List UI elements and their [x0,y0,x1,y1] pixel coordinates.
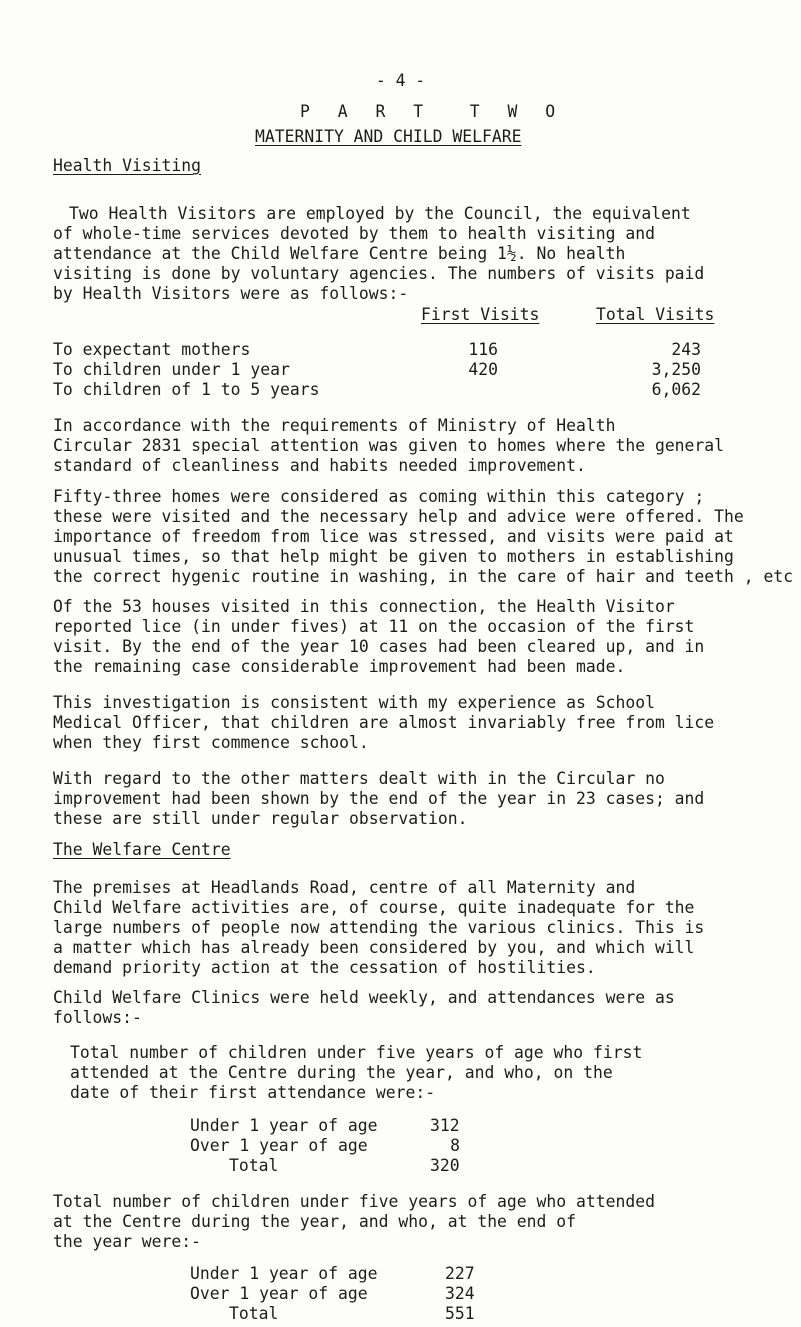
table-row [190,1284,510,1304]
table-row [53,340,753,360]
table-row [190,1304,510,1324]
first-attendance-text [70,1043,790,1103]
health-visiting-intro [53,184,793,304]
row-label: Total [229,1304,279,1323]
row-value: 8 [450,1136,460,1155]
row-label: Total [229,1156,279,1175]
table-row [53,360,753,380]
intro-text: Two Health Visitors are employed by the Council, the equivalent of whole-time services devoted by them to health visiting and attendance at the Child Welfare Centre being 1½. No health visiting is done by voluntary agencies. The numbers of visits paid by Health Visitors were as follows:- [53,204,705,303]
paragraph-investigation [53,693,793,753]
paragraph-text: Total number of children under five years of age who first attended at the Centre during the year, and who, on the date of their first attendance were:- [70,1043,643,1102]
total-visits-header: Total Visits [596,305,715,324]
row-value: 324 [445,1284,475,1303]
row-total: 6,062 [651,380,701,399]
section-title: MATERNITY AND CHILD WELFARE [255,127,522,146]
table-row [190,1264,510,1284]
paragraph-clinics [53,988,793,1028]
paragraph-text: Of the 53 houses visited in this connection, the Health Visitor reported lice (in under fives) at 11 on the occasion of the first visit. By the end of the year 10 cases had been cleared up, and in the remaining case considerable improvement had been made. [53,597,705,676]
row-value: 312 [430,1116,460,1135]
paragraph-text: Total number of children under five years of age who attended at the Centre during the year, and who, at the end of the year were:- [53,1192,655,1251]
table-row [190,1156,510,1176]
row-label: Over 1 year of age [190,1284,368,1303]
paragraph-text: Child Welfare Clinics were held weekly, and attendances were as follows:- [53,988,675,1027]
page-number: - 4 - [375,71,426,90]
row-label: Over 1 year of age [190,1136,368,1155]
paragraph-lice-cases [53,597,793,677]
row-label: Under 1 year of age [190,1264,378,1283]
end-of-year-text [53,1192,793,1252]
paragraph-circular [53,416,793,476]
table-row [53,380,753,400]
paragraph-text: In accordance with the requirements of Ministry of Health Circular 2831 special attention was given to homes where the general standard of cleanliness and habits needed improvement. [53,416,725,475]
table-row [190,1116,510,1136]
paragraph-text: The premises at Headlands Road, centre of all Maternity and Child Welfare activities are, of course, quite inadequate for the large numbers of people now attending the various clinics. This is a matter which has already been considered by you, and which will demand priority action at the cessation of hostilities. [53,878,705,977]
row-value: 320 [430,1156,460,1175]
row-total: 243 [671,340,701,359]
row-first: 420 [468,360,498,379]
part-title: P A R T T W O [300,102,565,121]
row-label: To expectant mothers [53,340,251,359]
row-first: 116 [468,340,498,359]
paragraph-text: Fifty-three homes were considered as coming within this category ; these were visited and the necessary help and advice were offered. The importance of freedom from lice was stressed, and visits were paid at unusual times, so that help might be given to mothers in establishing the correct hygenic routine in washing, in the care of hair and teeth , etc [53,487,794,586]
paragraph-text: This investigation is consistent with my experience as School Medical Officer, that children are almost invariably free from lice when they first commence school. [53,693,715,752]
paragraph-premises [53,878,793,978]
row-value: 551 [445,1304,475,1323]
first-visits-header: First Visits [421,305,540,324]
row-total: 3,250 [651,360,701,379]
paragraph-fifty-three-homes [53,487,798,587]
row-label: To children of 1 to 5 years [53,380,320,399]
row-label: Under 1 year of age [190,1116,378,1135]
paragraph-text: With regard to the other matters dealt with in the Circular no improvement had been shown by the end of the year in 23 cases; and these are still under regular observation. [53,769,705,828]
health-visiting-heading: Health Visiting [53,156,202,175]
welfare-centre-heading: The Welfare Centre [53,840,231,859]
row-value: 227 [445,1264,475,1283]
table-row [190,1136,510,1156]
paragraph-other-matters [53,769,793,829]
row-label: To children under 1 year [53,360,290,379]
